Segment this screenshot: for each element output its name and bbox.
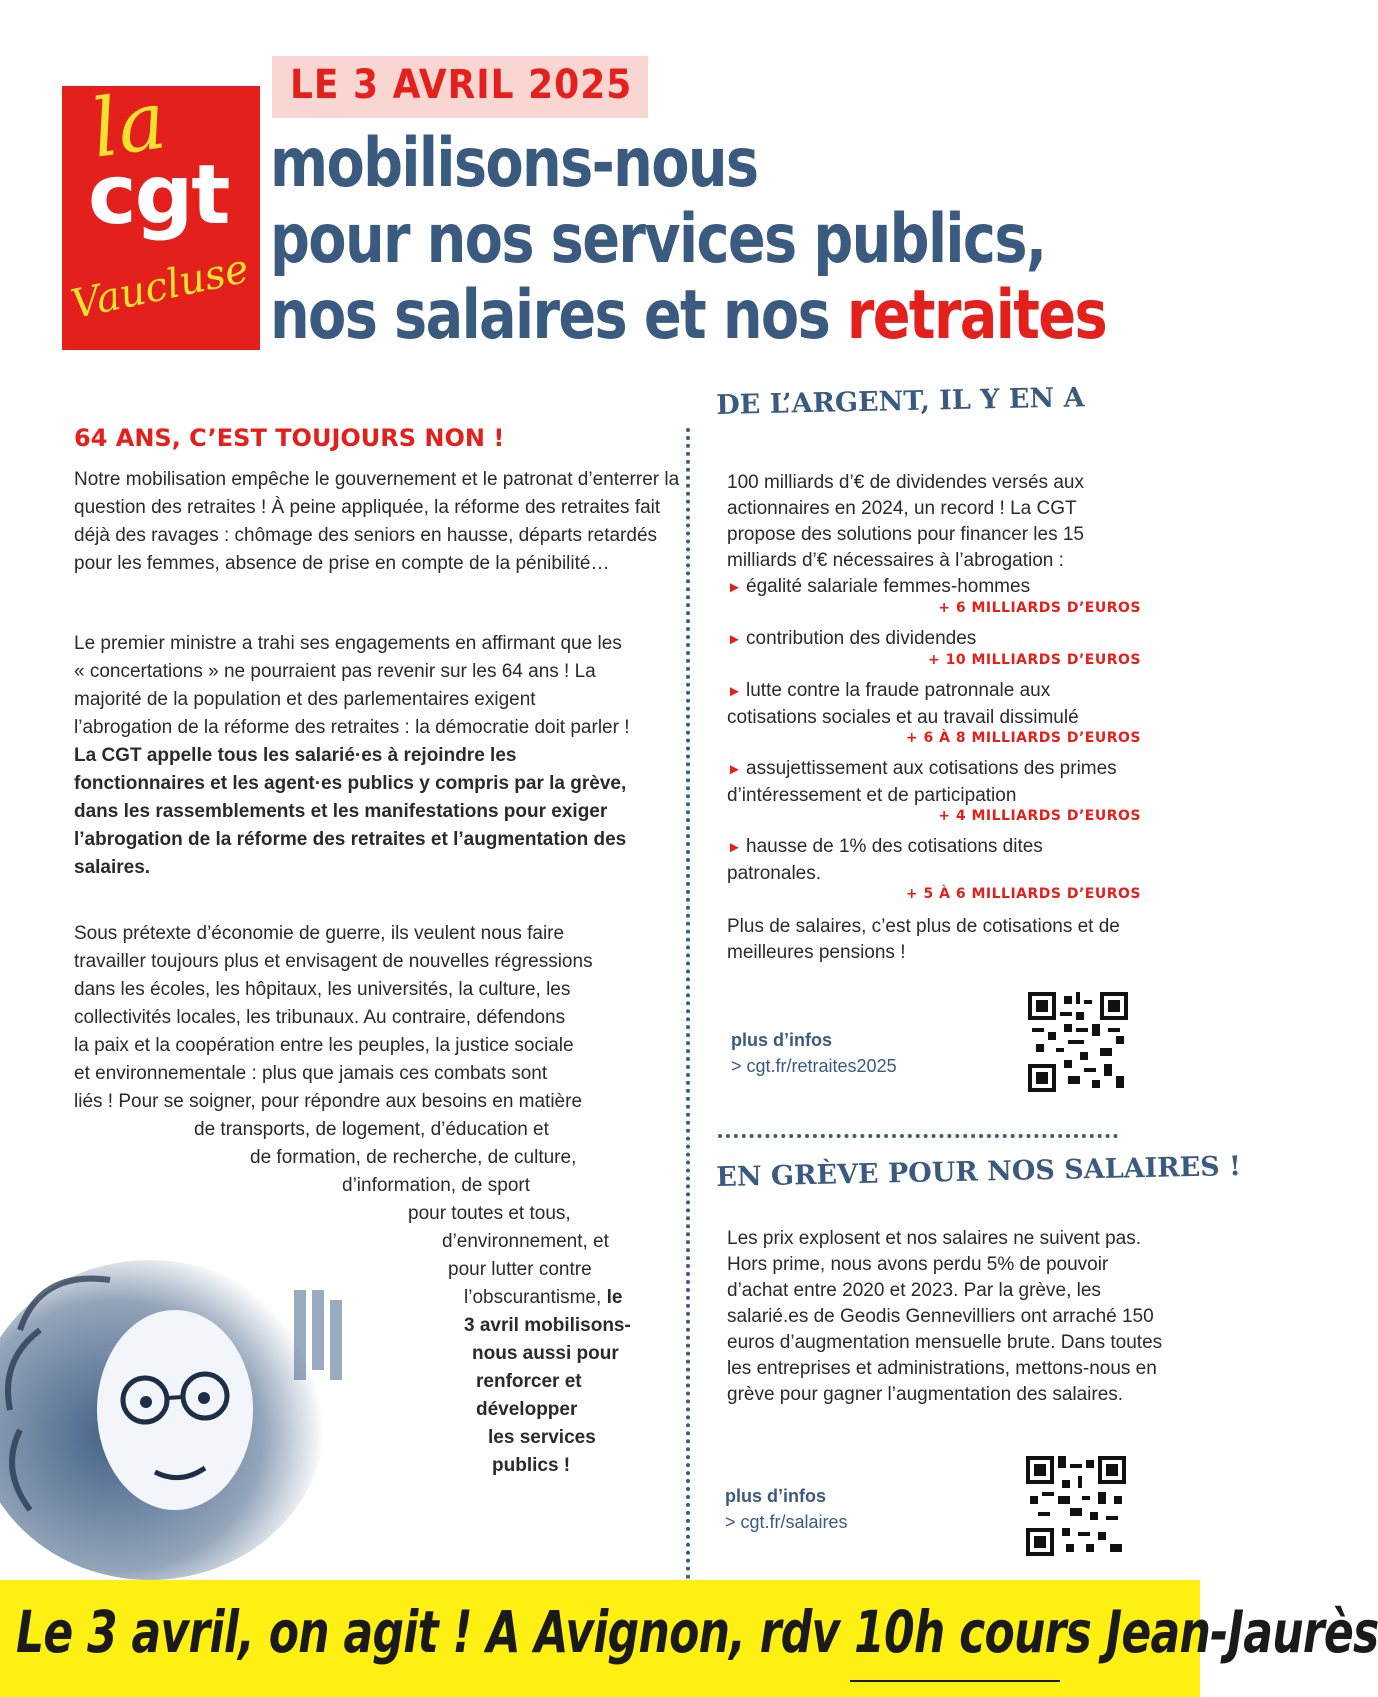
funding-item bbox=[727, 678, 1137, 731]
funding-item-text: assujettissement aux cotisations des primes d’intéressement et de participation bbox=[727, 758, 1117, 806]
headline-line-1: mobilisons-nous bbox=[270, 124, 758, 203]
left-paragraph-2 bbox=[74, 630, 634, 882]
salaires-heading: EN GRÈVE POUR NOS SALAIRES ! bbox=[716, 1151, 1242, 1193]
eye-right bbox=[198, 1392, 210, 1404]
money-outro: Plus de salaires, c’est plus de cotisations et de meilleures pensions ! bbox=[727, 916, 1120, 963]
money-heading: DE L’ARGENT, IL Y EN A bbox=[716, 382, 1085, 421]
banner-text: Le 3 avril, on agit ! A Avignon, rdv 10h cours Jean-Jaurès bbox=[16, 1598, 1378, 1666]
date-banner bbox=[272, 56, 648, 118]
p3-bold-line: renforcer et bbox=[476, 1371, 582, 1392]
cgt-logo bbox=[62, 73, 260, 350]
p3-line: Sous prétexte d’économie de guerre, ils veulent nous faire bbox=[74, 923, 565, 944]
banner-underline bbox=[850, 1680, 1060, 1682]
p3-bold-line: les services bbox=[488, 1427, 596, 1448]
logo-cgt-text: cgt bbox=[88, 148, 229, 243]
arrow-icon: ► bbox=[727, 761, 747, 778]
p3-line: pour toutes et tous, bbox=[408, 1203, 571, 1224]
qr-code-retraites[interactable] bbox=[1028, 992, 1128, 1092]
p3-bold-line: 3 avril mobilisons- bbox=[464, 1315, 631, 1336]
info-label-salaires: plus d’infos bbox=[725, 1486, 826, 1506]
arrow-icon: ► bbox=[727, 579, 747, 596]
p2-bold: La CGT appelle tous les salarié·es à rejoindre les fonctionnaires et les agent·es publics y compris par la grève, dans les rassemblements et les manifestations pour exiger l’abrogation de la réforme des retraites et l’augmentation des salaires. bbox=[74, 745, 627, 878]
p3-line: pour lutter contre bbox=[448, 1259, 592, 1280]
glasses-bridge bbox=[167, 1397, 183, 1398]
left-paragraph-1: Notre mobilisation empêche le gouvernement et le patronat d’enterrer la question des retraites ! À peine appliquée, la réforme des retraites fait déjà des ravages : chômage des seniors en hausse, départs retardés pour les femmes, absence de prise en compte de la pénibilité… bbox=[74, 469, 680, 574]
info-link-salaires[interactable]: > cgt.fr/salaires bbox=[725, 1512, 848, 1532]
p3-line bbox=[464, 1284, 674, 1312]
p3-line: collectivités locales, les tribunaux. Au contraire, défendons bbox=[74, 1007, 566, 1028]
info-label-retraites: plus d’infos bbox=[731, 1030, 832, 1050]
p3-bold-line: publics ! bbox=[492, 1455, 571, 1476]
funding-item bbox=[727, 574, 1137, 601]
p3-bold-line: développer bbox=[476, 1399, 578, 1420]
p3-line: de transports, de logement, d’éducation et bbox=[194, 1119, 549, 1140]
eye-left bbox=[140, 1396, 152, 1408]
p3-line: et environnementale : plus que jamais ces combats sont bbox=[74, 1063, 548, 1084]
headline bbox=[270, 124, 1107, 355]
p3-tail-normal: l’obscurantisme, bbox=[464, 1287, 607, 1308]
headline-retraites: retraites bbox=[846, 276, 1107, 355]
funding-amount: + 6 À 8 MILLIARDS D’EUROS bbox=[905, 730, 1141, 746]
p3-tail-bold: le bbox=[606, 1287, 623, 1308]
left-heading: 64 ANS, C’EST TOUJOURS NON ! bbox=[74, 424, 505, 452]
arrow-icon: ► bbox=[727, 839, 747, 856]
funding-item-text: lutte contre la fraude patronnale aux cotisations sociales et au travail dissimulé bbox=[727, 680, 1079, 728]
arrow-icon: ► bbox=[727, 683, 747, 700]
horizontal-dotted-divider bbox=[718, 1134, 1118, 1138]
logo-region-text: Vaucluse bbox=[67, 245, 253, 329]
qr-code-salaires[interactable] bbox=[1026, 1456, 1126, 1556]
woman-portrait-image bbox=[0, 1210, 360, 1570]
p3-line: d’information, de sport bbox=[342, 1175, 530, 1196]
p3-line: travailler toujours plus et envisagent de nouvelles régressions bbox=[74, 951, 593, 972]
arrow-icon: ► bbox=[727, 631, 747, 648]
p3-line: d’environnement, et bbox=[442, 1231, 609, 1252]
funding-item-text: hausse de 1% des cotisations dites patronales. bbox=[727, 836, 1043, 884]
headline-line-2: pour nos services publics, bbox=[270, 200, 1046, 279]
p3-bold-line: nous aussi pour bbox=[472, 1343, 619, 1364]
funding-item bbox=[727, 756, 1137, 809]
info-link-retraites[interactable]: > cgt.fr/retraites2025 bbox=[731, 1056, 897, 1076]
funding-item bbox=[727, 626, 1137, 653]
funding-amount: + 4 MILLIARDS D’EUROS bbox=[938, 808, 1141, 824]
vertical-dotted-divider bbox=[686, 428, 690, 1588]
headline-line-3 bbox=[270, 276, 1107, 355]
p2-normal: Le premier ministre a trahi ses engagements en affirmant que les « concertations » ne pourraient pas revenir sur les 64 ans ! La majorité de la population et des parlementaires exigent l’abrogation de la réforme des retraites : la démocratie doit parler ! bbox=[74, 633, 630, 738]
funding-item bbox=[727, 834, 1137, 887]
headline-line-3-text: nos salaires et nos bbox=[270, 276, 847, 355]
date-text: LE 3 AVRIL 2025 bbox=[290, 62, 633, 108]
funding-amount: + 5 À 6 MILLIARDS D’EUROS bbox=[905, 886, 1141, 902]
p3-line: liés ! Pour se soigner, pour répondre aux besoins en matière bbox=[74, 1091, 583, 1112]
p3-line: de formation, de recherche, de culture, bbox=[250, 1147, 577, 1168]
p3-line: la paix et la coopération entre les peuples, la justice sociale bbox=[74, 1035, 574, 1056]
funding-item-text: contribution des dividendes bbox=[746, 628, 977, 649]
p3-line: dans les écoles, les hôpitaux, les universités, la culture, les bbox=[74, 979, 571, 1000]
logo-la-text: la bbox=[85, 73, 172, 176]
funding-amount: + 6 MILLIARDS D’EUROS bbox=[938, 600, 1141, 616]
funding-item-text: égalité salariale femmes-hommes bbox=[746, 576, 1031, 597]
funding-amount: + 10 MILLIARDS D’EUROS bbox=[928, 652, 1141, 668]
salaires-paragraph: Les prix explosent et nos salaires ne suivent pas. Hors prime, nous avons perdu 5% de pouvoir d’achat entre 2020 et 2023. Par la grève, les salarié.es de Geodis Gennevilliers ont arraché 150 euros d’augmentation mensuelle brute. Dans toutes les entreprises et administrations, mettons-nous en grève pour gagner l’augmentation des salaires. bbox=[727, 1228, 1163, 1405]
raised-hand bbox=[300, 1290, 336, 1380]
money-intro: 100 milliards d’€ de dividendes versés aux actionnaires en 2024, un record ! La CGT propose des solutions pour financer les 15 milliards d’€ nécessaires à l’abrogation : bbox=[727, 472, 1085, 571]
